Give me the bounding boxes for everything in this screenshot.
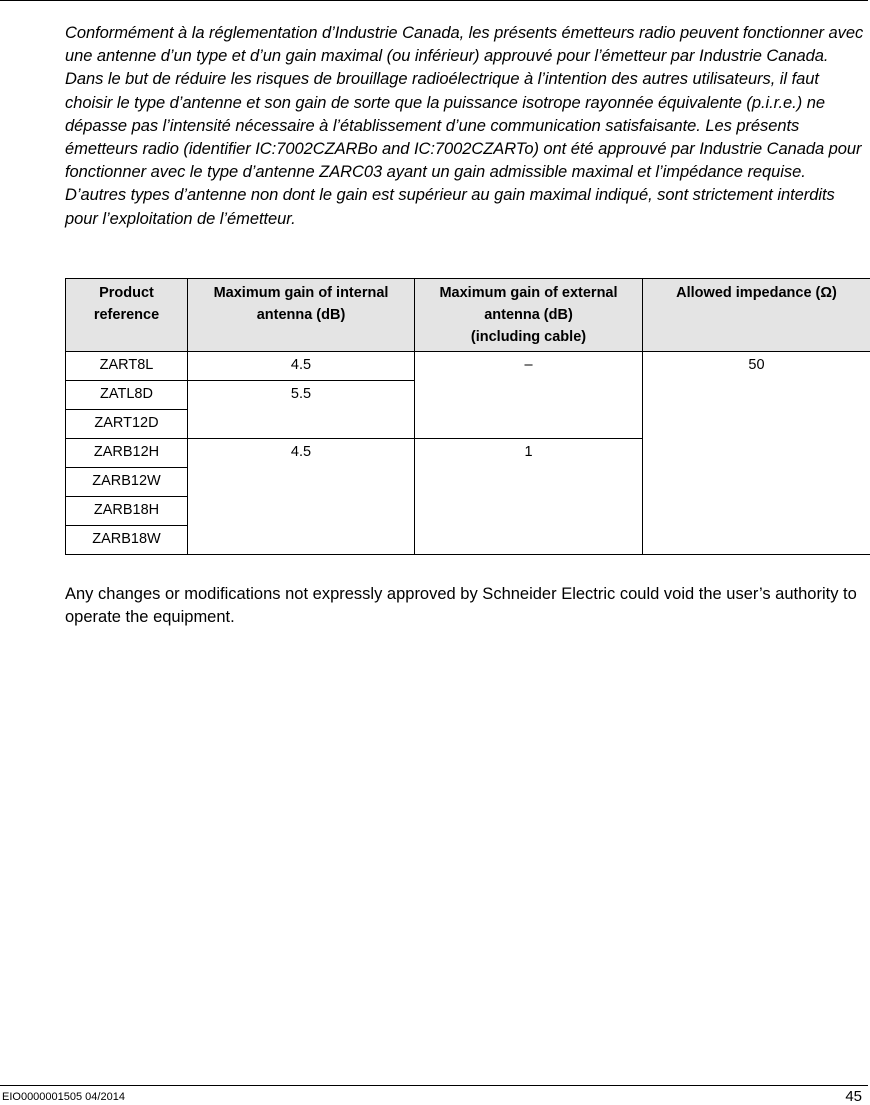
internal-gain-cell: 4.5 (188, 352, 415, 381)
internal-gain-cell: 5.5 (188, 381, 415, 439)
product-cell: ZART12D (66, 410, 188, 439)
english-modification-notice: Any changes or modifications not expressly approved by Schneider Electric could void the user’s authority to operate the equipment. (65, 583, 870, 629)
header-product-reference: Product reference (66, 279, 188, 352)
product-cell: ZARB18H (66, 497, 188, 526)
document-reference: EIO0000001505 04/2014 (2, 1091, 125, 1103)
external-gain-cell: – (415, 352, 643, 439)
header-external-gain-sub: (including cable) (471, 329, 586, 345)
product-cell: ZARB12H (66, 439, 188, 468)
product-cell: ZATL8D (66, 381, 188, 410)
product-cell: ZARB12W (66, 468, 188, 497)
header-external-gain-main: Maximum gain of external antenna (dB) (439, 285, 617, 323)
internal-gain-cell: 4.5 (188, 439, 415, 555)
header-allowed-impedance: Allowed impedance (Ω) (643, 279, 870, 352)
table-header-row (66, 279, 870, 352)
footer-rule (0, 1085, 868, 1086)
header-external-gain (415, 279, 643, 352)
table-row (66, 352, 870, 381)
impedance-cell: 50 (643, 352, 870, 555)
top-rule (0, 0, 868, 1)
product-cell: ZARB18W (66, 526, 188, 555)
french-compliance-notice: Conformément à la réglementation d’Industrie Canada, les présents émetteurs radio peuvent fonctionner avec une antenne d’un type et d’un gain maximal (ou inférieur) approuvé pour l’émetteur par Industrie Canada. Dans le but de réduire les risques de brouillage radioélectrique à l’intention des autres utilisateurs, il faut choisir le type d’antenne et son gain de sorte que la puissance isotrope rayonnée équivalente (p.i.r.e.) ne dépasse pas l’intensité nécessaire à l’établissement d’une communication satisfaisante. Les présents émetteurs radio (identifier IC:7002CZARBo and IC:7002CZARTo) ont été approuvé par Industrie Canada pour fonctionner avec le type d’antenne ZARC03 ayant un gain admissible maximal et l’impédance requise. D’autres types d’antenne non dont le gain est supérieur au gain maximal indiqué, sont strictement interdits pour l’exploitation de l’émetteur. (65, 22, 870, 231)
product-cell: ZART8L (66, 352, 188, 381)
page-number: 45 (845, 1088, 862, 1105)
external-gain-cell: 1 (415, 439, 643, 555)
antenna-spec-table (65, 278, 870, 555)
header-internal-gain: Maximum gain of internal antenna (dB) (188, 279, 415, 352)
